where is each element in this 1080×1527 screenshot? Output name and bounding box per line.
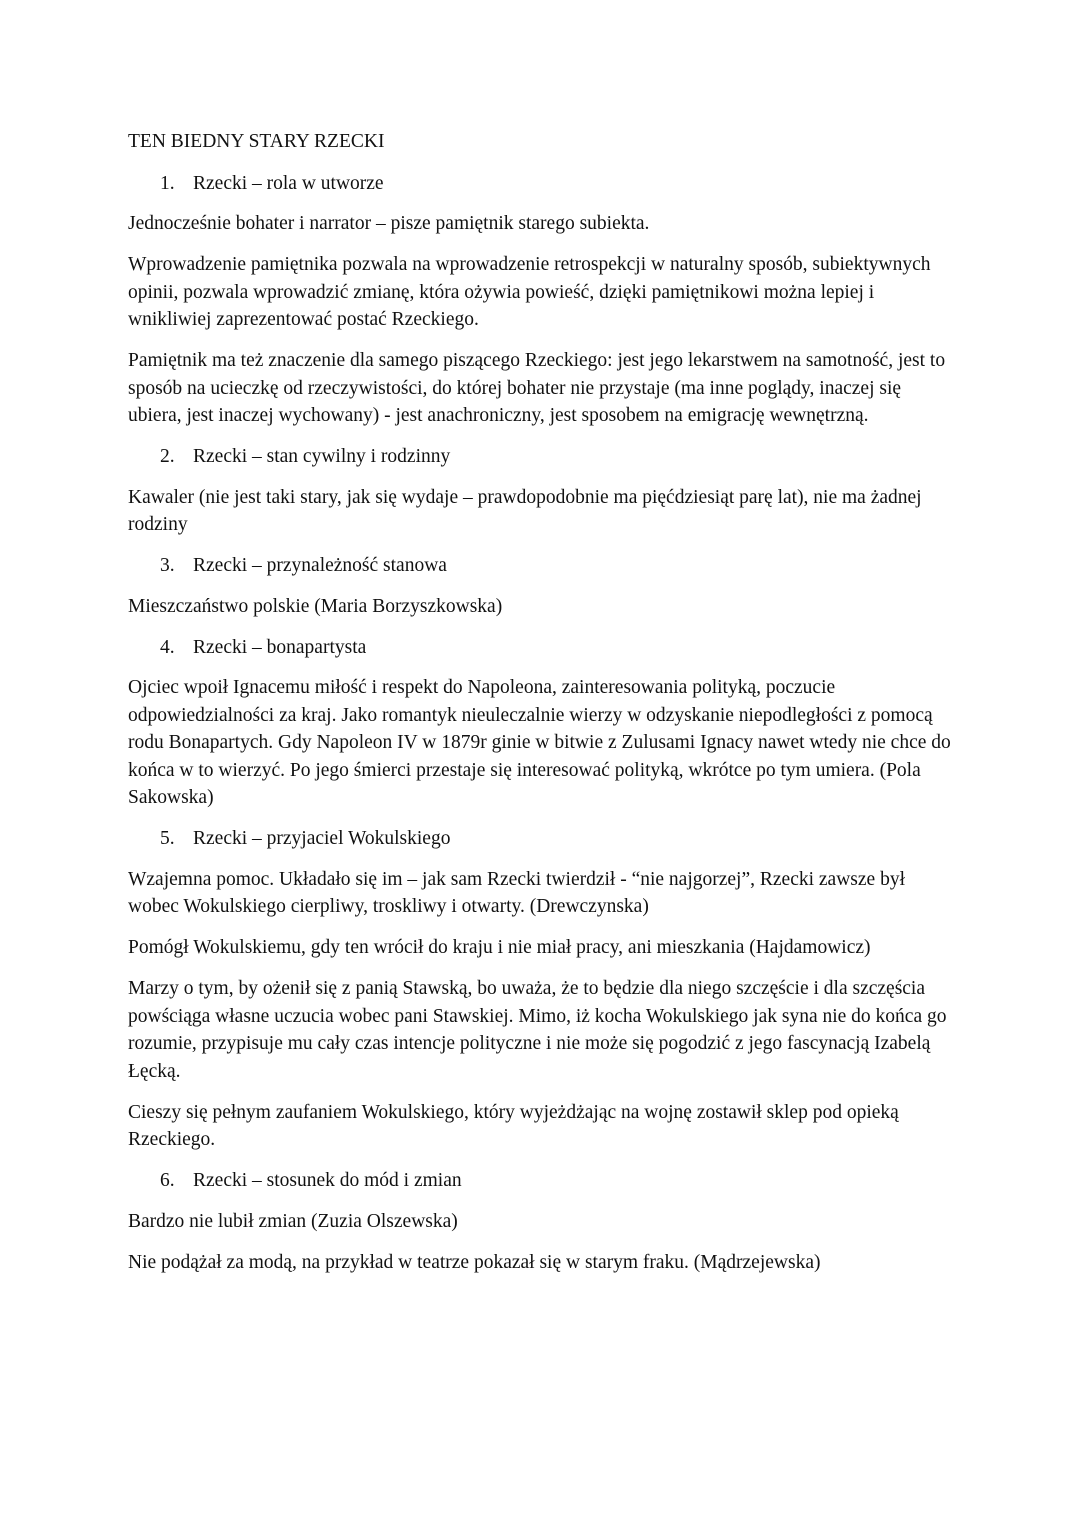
section-number: 2. xyxy=(160,446,175,467)
section-heading-6 xyxy=(128,1167,958,1195)
paragraph: Nie podążał za modą, na przykład w teatrze pokazał się w starym fraku. (Mądrzejewska) xyxy=(128,1251,821,1273)
section-heading-4 xyxy=(128,634,958,662)
section-heading-text: Rzecki – stan cywilny i rodzinny xyxy=(193,446,451,467)
paragraph: Cieszy się pełnym zaufaniem Wokulskiego, który wyjeżdżając na wojnę zostawił sklep pod opieką Rzeckiego. xyxy=(128,1101,899,1150)
section-heading-3 xyxy=(128,552,958,580)
paragraph: Pomógł Wokulskiemu, gdy ten wrócił do kraju i nie miał pracy, ani mieszkania (Hajdamowicz) xyxy=(128,937,871,958)
paragraph: Wzajemna pomoc. Układało się im – jak sam Rzecki twierdził - “nie najgorzej”, Rzecki zawsze był wobec Wokulskiego cierpliwy, troskliwy i otwarty. (Drewczynska) xyxy=(128,868,905,917)
section-heading-1 xyxy=(128,170,958,198)
paragraph: Wprowadzenie pamiętnika pozwala na wprowadzenie retrospekcji w naturalny sposób, subiektywnych opinii, pozwala wprowadzić zmianę, która ożywia powieść, dzięki pamiętnikowi można lepiej i wnikliwiej zaprezentować postać Rzeckiego. xyxy=(128,254,931,330)
section-number: 3. xyxy=(160,555,175,576)
section-number: 5. xyxy=(160,828,175,849)
section-number: 1. xyxy=(160,172,175,194)
document-title: TEN BIEDNY STARY RZECKI xyxy=(128,131,385,152)
paragraph: Jednocześnie bohater i narrator – pisze pamiętnik starego subiekta. xyxy=(128,213,650,234)
section-heading-5 xyxy=(128,825,958,853)
paragraph: Mieszczaństwo polskie (Maria Borzyszkowska) xyxy=(128,595,503,617)
document-page xyxy=(128,128,958,1290)
paragraph: Marzy o tym, by ożenił się z panią Stawską, bo uważa, że to będzie dla niego szczęście i dla szczęścia powściąga własne uczucia wobec pani Stawskiej. Mimo, iż kocha Wokulskiego jak syna nie do końca go rozumie, przypisuje mu cały czas intencje polityczne i nie może się pogodzić z jego fascynacją Izabelą Łęcką. xyxy=(128,978,947,1082)
section-heading-text: Rzecki – bonapartysta xyxy=(193,636,367,658)
paragraph: Pamiętnik ma też znaczenie dla samego piszącego Rzeckiego: jest jego lekarstwem na samotność, jest to sposób na ucieczkę od rzeczywistości, do której bohater nie przystaje (ma inne poglądy, inaczej się ubiera, jest inaczej wychowany) - jest anachroniczny, jest sposobem na emigrację wewnętrzną. xyxy=(128,350,946,426)
section-heading-text: Rzecki – przynależność stanowa xyxy=(193,555,447,576)
section-number: 6. xyxy=(160,1170,175,1191)
paragraph: Bardzo nie lubił zmian (Zuzia Olszewska) xyxy=(128,1210,458,1232)
section-heading-text: Rzecki – rola w utworze xyxy=(193,172,384,194)
paragraph: Kawaler (nie jest taki stary, jak się wydaje – prawdopodobnie ma pięćdziesiąt parę lat), nie ma żadnej rodziny xyxy=(128,486,922,535)
section-number: 4. xyxy=(160,636,175,658)
section-heading-2 xyxy=(128,443,958,471)
paragraph: Ojciec wpoił Ignacemu miłość i respekt do Napoleona, zainteresowania polityką, poczucie odpowiedzialności za kraj. Jako romantyk nieuleczalnie wierzy w odzyskanie niepodległości z pomocą rodu Bonapartych. Gdy Napoleon IV w 1879r ginie w bitwie z Zulusami Ignacy nawet wtedy nie chce do końca w to wierzyć. Po jego śmierci przestaje się interesować polityką, wkrótce po tym umiera. (Pola Sakowska) xyxy=(128,677,951,808)
section-heading-text: Rzecki – przyjaciel Wokulskiego xyxy=(193,828,451,849)
section-heading-text: Rzecki – stosunek do mód i zmian xyxy=(193,1170,462,1191)
